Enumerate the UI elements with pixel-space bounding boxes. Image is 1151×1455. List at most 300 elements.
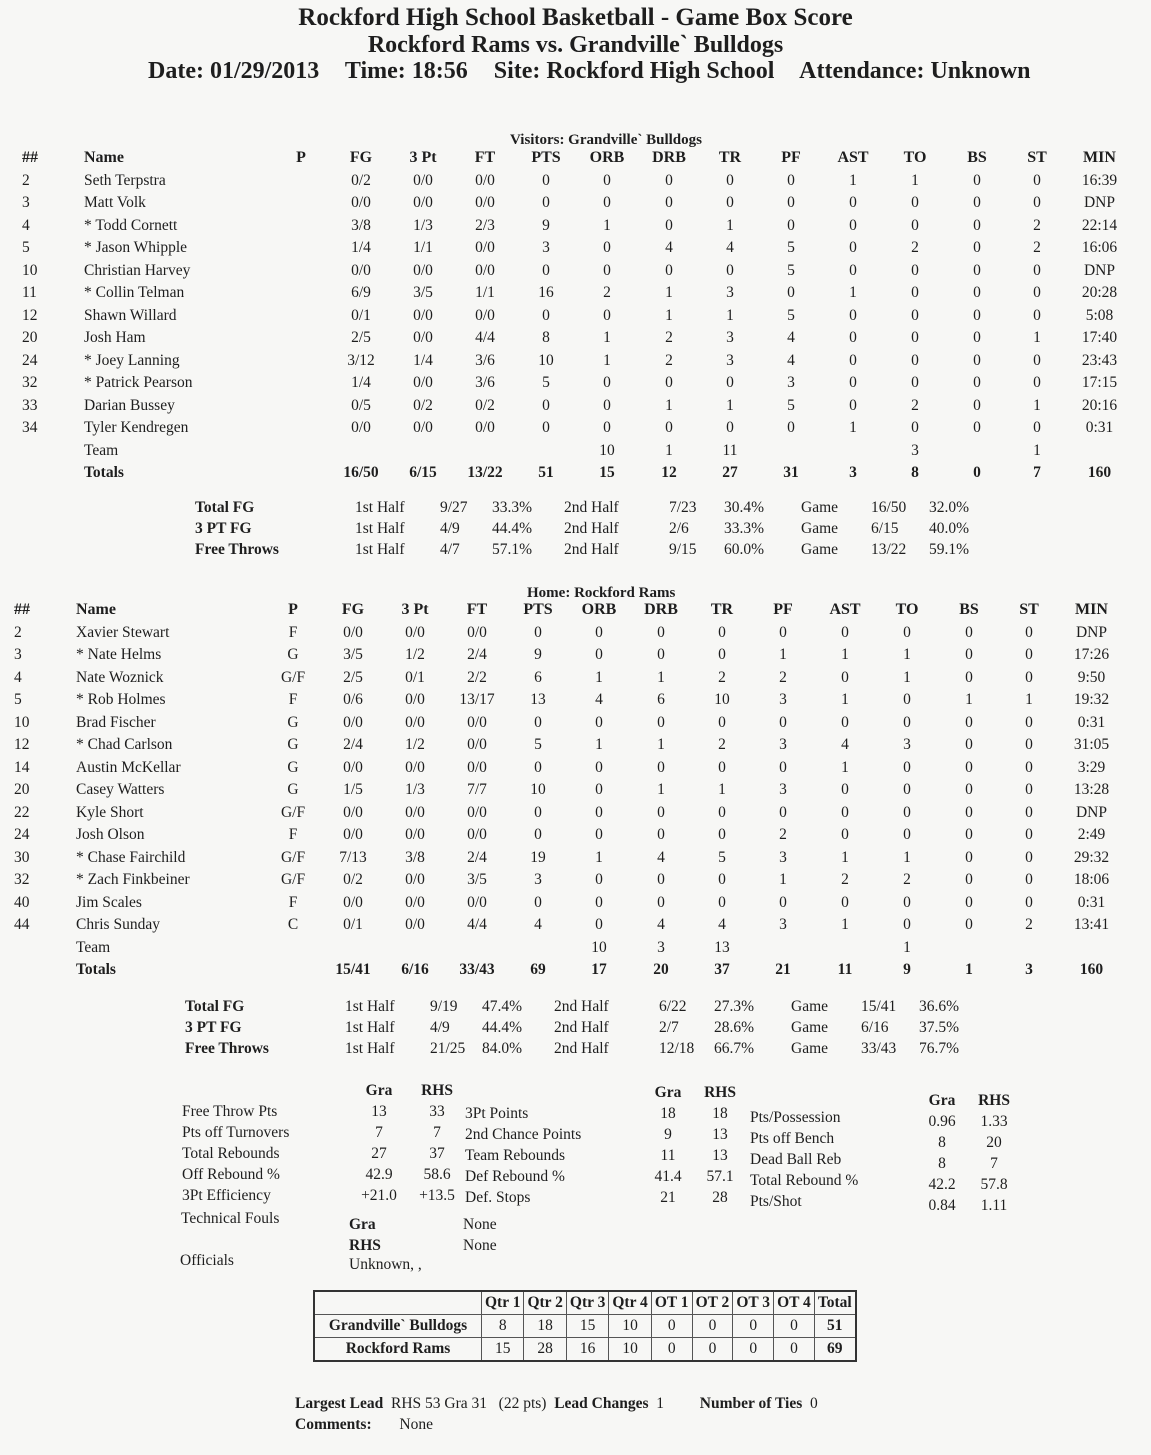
table-cell: 0 — [718, 893, 726, 911]
table-cell: 3/8 — [405, 848, 425, 866]
table-cell: 0 — [849, 351, 857, 369]
table-cell: 2 — [22, 171, 30, 189]
ext-stat-row — [918, 1174, 1022, 1195]
table-cell: 27 — [722, 464, 738, 482]
column-header: Name — [84, 149, 124, 167]
split-cell: 6/16 — [861, 1018, 889, 1036]
split-cell: 1st Half — [355, 540, 405, 558]
table-cell: 3 — [787, 374, 795, 392]
header-row — [14, 599, 1125, 622]
ext-stat-row — [750, 1170, 858, 1191]
player-row — [22, 237, 1133, 260]
table-cell: 2/4 — [343, 736, 363, 754]
table-cell: 0 — [903, 803, 911, 821]
table-cell — [384, 937, 446, 960]
visitors-label: Visitors: Grandville` Bulldogs — [510, 132, 702, 148]
quarter-score: 10 — [609, 1315, 651, 1338]
table-cell: 12 — [22, 306, 38, 324]
stat-label: Pts off Turnovers — [182, 1123, 290, 1141]
table-cell: 1 — [903, 646, 911, 664]
table-cell: 24 — [14, 826, 30, 844]
split-cell: 59.1% — [929, 540, 970, 558]
table-cell: 30 — [14, 848, 30, 866]
table-cell: 0 — [1025, 826, 1033, 844]
table-cell: Chris Sunday — [76, 916, 160, 934]
quarter-score: 0 — [692, 1338, 733, 1362]
table-cell: 3/5 — [413, 284, 433, 302]
split-cell: 2nd Half — [564, 540, 619, 558]
table-cell: 0 — [911, 351, 919, 369]
table-cell: 2 — [779, 668, 787, 686]
ext-stat-row — [465, 1103, 650, 1124]
table-cell: 0/0 — [413, 194, 433, 212]
table-cell — [516, 440, 576, 463]
stat-value: 57.8 — [980, 1175, 1008, 1193]
quarter-header: OT 2 — [692, 1291, 733, 1315]
table-cell — [1066, 440, 1133, 463]
table-cell: 0/0 — [475, 261, 495, 279]
table-cell: 0/0 — [413, 329, 433, 347]
table-cell: 13:41 — [1073, 916, 1110, 934]
table-cell: 17:26 — [1073, 646, 1110, 664]
table-cell: 0 — [841, 826, 849, 844]
table-cell: 0 — [1033, 306, 1041, 324]
game-time: Time: 18:56 — [344, 58, 468, 84]
largest-lead-pts: (22 pts) — [498, 1395, 547, 1412]
table-cell — [508, 937, 568, 960]
table-cell: 3/12 — [347, 351, 375, 369]
table-cell: 0 — [903, 758, 911, 776]
table-cell: 0 — [787, 284, 795, 302]
table-cell: 0 — [603, 306, 611, 324]
column-header: FT — [474, 149, 496, 167]
quarter-score: 0 — [651, 1315, 692, 1338]
team-abbrev: Gra — [349, 1215, 376, 1233]
table-cell — [264, 937, 322, 960]
stat-value: +13.5 — [419, 1186, 455, 1204]
quarter-score: 0 — [651, 1338, 692, 1362]
table-cell: 0 — [965, 893, 973, 911]
table-cell — [760, 440, 822, 463]
table-cell: 1 — [726, 306, 734, 324]
table-cell: 3 — [534, 871, 542, 889]
table-cell: 0 — [965, 736, 973, 754]
ext-stat-row — [750, 1128, 858, 1149]
table-cell: 9:50 — [1077, 668, 1106, 686]
table-cell: 0 — [1033, 374, 1041, 392]
split-cell: 2nd Half — [564, 498, 619, 516]
technical-fouls — [349, 1214, 543, 1256]
table-cell: 1 — [841, 691, 849, 709]
split-cell: 4/9 — [430, 1018, 450, 1036]
table-cell: 3/8 — [351, 216, 371, 234]
quarter-score: 16 — [566, 1338, 608, 1362]
table-cell: 2 — [903, 871, 911, 889]
table-cell: 0 — [595, 623, 603, 641]
stat-value: 41.4 — [654, 1167, 682, 1185]
table-cell: 0 — [911, 194, 919, 212]
table-cell: 0 — [657, 713, 665, 731]
table-cell: 1 — [718, 781, 726, 799]
table-cell: 23:43 — [1081, 351, 1118, 369]
ext-stat-row — [750, 1107, 858, 1128]
split-cell: 57.1% — [492, 540, 533, 558]
stat-value: 58.6 — [423, 1165, 451, 1183]
table-cell: 1 — [595, 668, 603, 686]
table-cell: Josh Olson — [76, 826, 145, 844]
column-header: ST — [1019, 601, 1039, 619]
stat-value: 57.1 — [706, 1167, 734, 1185]
player-row — [22, 192, 1133, 215]
home-label: Home: Rockford Rams — [527, 585, 676, 601]
table-cell: 0 — [787, 419, 795, 437]
table-cell: 5 — [787, 239, 795, 257]
ext-stat-row — [182, 1164, 466, 1185]
table-cell: 0 — [1033, 194, 1041, 212]
table-cell: 0/1 — [343, 916, 363, 934]
table-cell: 1 — [665, 306, 673, 324]
table-cell: 2 — [718, 736, 726, 754]
table-cell: Shawn Willard — [84, 306, 177, 324]
game-summary — [295, 1395, 818, 1413]
table-cell: 0/0 — [467, 736, 487, 754]
table-cell: 0 — [595, 871, 603, 889]
column-header: ORB — [581, 601, 617, 619]
table-cell: 1 — [603, 329, 611, 347]
split-cell: 27.3% — [714, 997, 755, 1015]
column-header: 3 Pt — [409, 149, 437, 167]
table-cell: 2:49 — [1077, 826, 1106, 844]
split-cell: 1st Half — [355, 519, 405, 537]
table-cell: 0 — [973, 351, 981, 369]
table-cell — [22, 462, 84, 485]
stat-label: Def. Stops — [465, 1188, 531, 1206]
split-cell: 76.7% — [919, 1039, 960, 1057]
table-cell — [392, 440, 454, 463]
stat-label: 2nd Chance Points — [465, 1125, 582, 1143]
split-row — [185, 996, 979, 1017]
table-cell: 0/0 — [405, 758, 425, 776]
table-cell: 0 — [595, 646, 603, 664]
table-cell: 5:08 — [1085, 306, 1114, 324]
split-cell: 9/27 — [440, 498, 468, 516]
table-cell: 17:40 — [1081, 329, 1118, 347]
player-row — [22, 327, 1133, 350]
table-cell: F — [288, 691, 298, 709]
technical-value: None — [463, 1236, 497, 1254]
table-cell: 0 — [903, 781, 911, 799]
table-cell: 32 — [14, 871, 30, 889]
matchup-subtitle: Rockford Rams vs. Grandville` Bulldogs — [367, 32, 784, 58]
table-cell: 0 — [849, 216, 857, 234]
table-cell — [272, 440, 330, 463]
table-cell: 0:31 — [1077, 893, 1106, 911]
table-cell: 3 — [542, 239, 550, 257]
player-row — [22, 372, 1133, 395]
table-cell: 9 — [903, 961, 911, 979]
table-cell: 0 — [973, 329, 981, 347]
table-cell: 0 — [726, 194, 734, 212]
table-cell: DNP — [1075, 623, 1107, 641]
table-cell: 3 — [726, 329, 734, 347]
table-cell: Christian Harvey — [84, 261, 191, 279]
table-cell: 0 — [779, 803, 787, 821]
split-cell: Game — [791, 997, 829, 1015]
table-cell: 1 — [1025, 691, 1033, 709]
table-cell: 0 — [965, 826, 973, 844]
quarter-header-row — [314, 1291, 856, 1315]
table-cell: 0 — [726, 374, 734, 392]
table-cell: 4 — [14, 668, 22, 686]
player-row — [22, 215, 1133, 238]
table-cell: 1 — [657, 668, 665, 686]
table-cell: * Chase Fairchild — [76, 848, 186, 866]
table-cell: 0/0 — [475, 419, 495, 437]
table-cell: 0/0 — [467, 803, 487, 821]
column-header: BS — [967, 149, 987, 167]
column-header: MIN — [1083, 149, 1116, 167]
table-cell: * Patrick Pearson — [84, 374, 193, 392]
team-name: Grandville` Bulldogs — [314, 1315, 482, 1338]
table-cell: 0/0 — [413, 374, 433, 392]
column-header: FT — [466, 601, 488, 619]
split-cell: 2/6 — [669, 519, 689, 537]
table-cell: 13 — [530, 691, 546, 709]
table-cell: 31:05 — [1073, 736, 1110, 754]
table-cell: 5 — [787, 261, 795, 279]
table-cell: 4 — [787, 351, 795, 369]
table-cell: 0/1 — [351, 306, 371, 324]
table-cell — [22, 440, 84, 463]
table-cell: 2 — [14, 623, 22, 641]
ext-stat-row — [918, 1153, 1022, 1174]
table-cell: 0 — [542, 171, 550, 189]
player-row — [14, 892, 1125, 915]
column-header: ORB — [589, 149, 625, 167]
table-cell: 10 — [591, 938, 607, 956]
table-cell: 0 — [542, 306, 550, 324]
table-cell: 6 — [657, 691, 665, 709]
split-cell: Total FG — [195, 498, 255, 516]
table-cell: 13/22 — [467, 464, 503, 482]
table-cell: 2 — [1025, 916, 1033, 934]
table-cell: 0 — [779, 713, 787, 731]
split-cell: 2nd Half — [554, 1039, 609, 1057]
stat-label: Pts/Shot — [750, 1192, 802, 1210]
table-cell: 22:14 — [1081, 216, 1118, 234]
comments-label: Comments: — [295, 1416, 372, 1433]
table-cell: 0 — [534, 893, 542, 911]
split-cell: 28.6% — [714, 1018, 755, 1036]
ext-stat-row — [465, 1124, 650, 1145]
team-row — [14, 937, 1125, 960]
table-cell: 9 — [542, 216, 550, 234]
table-cell: Darian Bussey — [84, 396, 175, 414]
table-cell: 4 — [726, 239, 734, 257]
column-header: TO — [895, 601, 919, 619]
table-cell: 0 — [665, 194, 673, 212]
split-cell: 44.4% — [492, 519, 533, 537]
table-cell: Matt Volk — [84, 194, 146, 212]
column-header: AST — [829, 601, 861, 619]
quarter-score: 0 — [733, 1315, 774, 1338]
table-cell: 3 — [911, 441, 919, 459]
quarter-header — [314, 1291, 482, 1315]
totals-row — [14, 959, 1125, 982]
table-cell: 6/16 — [401, 961, 429, 979]
table-cell: 0 — [973, 171, 981, 189]
table-cell: 0 — [718, 826, 726, 844]
column-header: PTS — [531, 149, 561, 167]
split-cell: 1st Half — [345, 1039, 395, 1057]
table-cell: 10 — [530, 781, 546, 799]
table-cell: 0 — [787, 194, 795, 212]
table-cell: 0:31 — [1085, 419, 1114, 437]
lead-changes-value: 1 — [656, 1395, 665, 1412]
ext-stat-row — [918, 1111, 1022, 1132]
table-cell: 2/3 — [475, 216, 495, 234]
table-cell: 4/4 — [467, 916, 487, 934]
game-attendance: Attendance: Unknown — [799, 58, 1031, 84]
table-cell: 12 — [14, 736, 30, 754]
table-cell: 0 — [911, 306, 919, 324]
table-cell: G/F — [280, 848, 306, 866]
split-cell: 4/9 — [440, 519, 460, 537]
split-cell: Total FG — [185, 997, 245, 1015]
table-cell: 2/5 — [351, 329, 371, 347]
table-cell: 0/1 — [405, 668, 425, 686]
table-cell — [814, 937, 876, 960]
table-cell: 10 — [22, 261, 38, 279]
table-cell: 0 — [1025, 893, 1033, 911]
table-cell — [938, 937, 1000, 960]
table-cell: 2 — [665, 329, 673, 347]
ext-stat-row — [465, 1187, 650, 1208]
table-cell: 0 — [595, 758, 603, 776]
table-cell: 0 — [841, 803, 849, 821]
table-cell: 0 — [657, 623, 665, 641]
table-cell: 15/41 — [335, 961, 371, 979]
player-row — [14, 712, 1125, 735]
split-cell: Game — [801, 498, 839, 516]
table-cell: 6/9 — [351, 284, 371, 302]
ext-stat-row — [918, 1132, 1022, 1153]
comments-value: None — [399, 1416, 433, 1433]
column-header: ST — [1027, 149, 1047, 167]
table-cell: 0 — [1033, 419, 1041, 437]
column-header: P — [288, 601, 298, 619]
table-cell: 0 — [1025, 781, 1033, 799]
table-cell: 0 — [973, 374, 981, 392]
column-header: DRB — [644, 601, 678, 619]
table-cell: 2/5 — [343, 668, 363, 686]
table-cell — [272, 462, 330, 485]
table-cell: 1 — [603, 351, 611, 369]
table-cell: 1 — [849, 171, 857, 189]
table-cell: 16/50 — [343, 464, 379, 482]
table-cell: 2/4 — [467, 848, 487, 866]
table-cell: 0 — [1025, 736, 1033, 754]
table-cell: 1 — [841, 916, 849, 934]
quarter-score: 15 — [482, 1338, 524, 1362]
home-shooting-splits — [185, 996, 979, 1059]
technical-fouls-label: Technical Fouls — [181, 1210, 280, 1227]
table-cell: Team — [76, 938, 111, 956]
table-cell: 5 — [787, 396, 795, 414]
player-row — [14, 802, 1125, 825]
table-cell: 22 — [14, 803, 30, 821]
team-row — [22, 440, 1133, 463]
table-cell: 0 — [595, 713, 603, 731]
table-cell: 3 — [1025, 961, 1033, 979]
table-cell: 0 — [787, 171, 795, 189]
table-cell: 34 — [22, 419, 38, 437]
table-cell: 19:32 — [1073, 691, 1110, 709]
table-cell: 0 — [1033, 261, 1041, 279]
table-cell: 33 — [22, 396, 38, 414]
table-cell: 4 — [841, 736, 849, 754]
ext-stat-row — [182, 1143, 466, 1164]
ext-stat-row — [182, 1185, 466, 1206]
split-row — [195, 497, 989, 518]
table-cell: 0 — [718, 803, 726, 821]
table-cell: 0 — [779, 623, 787, 641]
table-cell: 1/2 — [405, 736, 425, 754]
player-row — [14, 757, 1125, 780]
table-cell: 0 — [665, 171, 673, 189]
table-cell: F — [288, 826, 298, 844]
table-cell: G — [287, 758, 299, 776]
split-row — [185, 1038, 979, 1059]
game-site: Site: Rockford High School — [493, 58, 775, 84]
ext-stat-row — [918, 1195, 1022, 1216]
table-cell: 0/2 — [351, 171, 371, 189]
table-cell: 0 — [665, 374, 673, 392]
table-cell: * Jason Whipple — [84, 239, 188, 257]
table-cell: 2 — [665, 351, 673, 369]
extended-stats-2-values — [645, 1082, 749, 1208]
column-header: ## — [14, 601, 30, 619]
stat-value: 1.11 — [980, 1196, 1008, 1214]
table-cell: 0/0 — [405, 871, 425, 889]
stat-value: 28 — [712, 1188, 728, 1206]
table-cell: 0 — [911, 261, 919, 279]
table-cell: 0 — [849, 194, 857, 212]
split-cell: 36.6% — [919, 997, 960, 1015]
table-cell: 0 — [542, 396, 550, 414]
table-cell: 0 — [1025, 848, 1033, 866]
table-cell — [272, 237, 330, 260]
table-cell: 0 — [787, 216, 795, 234]
split-cell: 6/22 — [659, 997, 687, 1015]
table-cell: Jim Scales — [76, 893, 142, 911]
table-cell: 16:06 — [1081, 239, 1118, 257]
stat-label: 3Pt Efficiency — [182, 1186, 271, 1204]
table-cell — [946, 440, 1008, 463]
table-cell: 6/15 — [409, 464, 437, 482]
table-cell: 8 — [542, 329, 550, 347]
split-cell: 84.0% — [482, 1039, 523, 1057]
quarter-score: 8 — [482, 1315, 524, 1338]
table-cell: DNP — [1075, 803, 1107, 821]
table-cell: G/F — [280, 871, 306, 889]
quarter-score: 0 — [774, 1338, 815, 1362]
table-cell: 44 — [14, 916, 30, 934]
split-row — [185, 1017, 979, 1038]
split-row — [195, 518, 989, 539]
table-cell: 3 — [779, 736, 787, 754]
table-cell — [822, 440, 884, 463]
